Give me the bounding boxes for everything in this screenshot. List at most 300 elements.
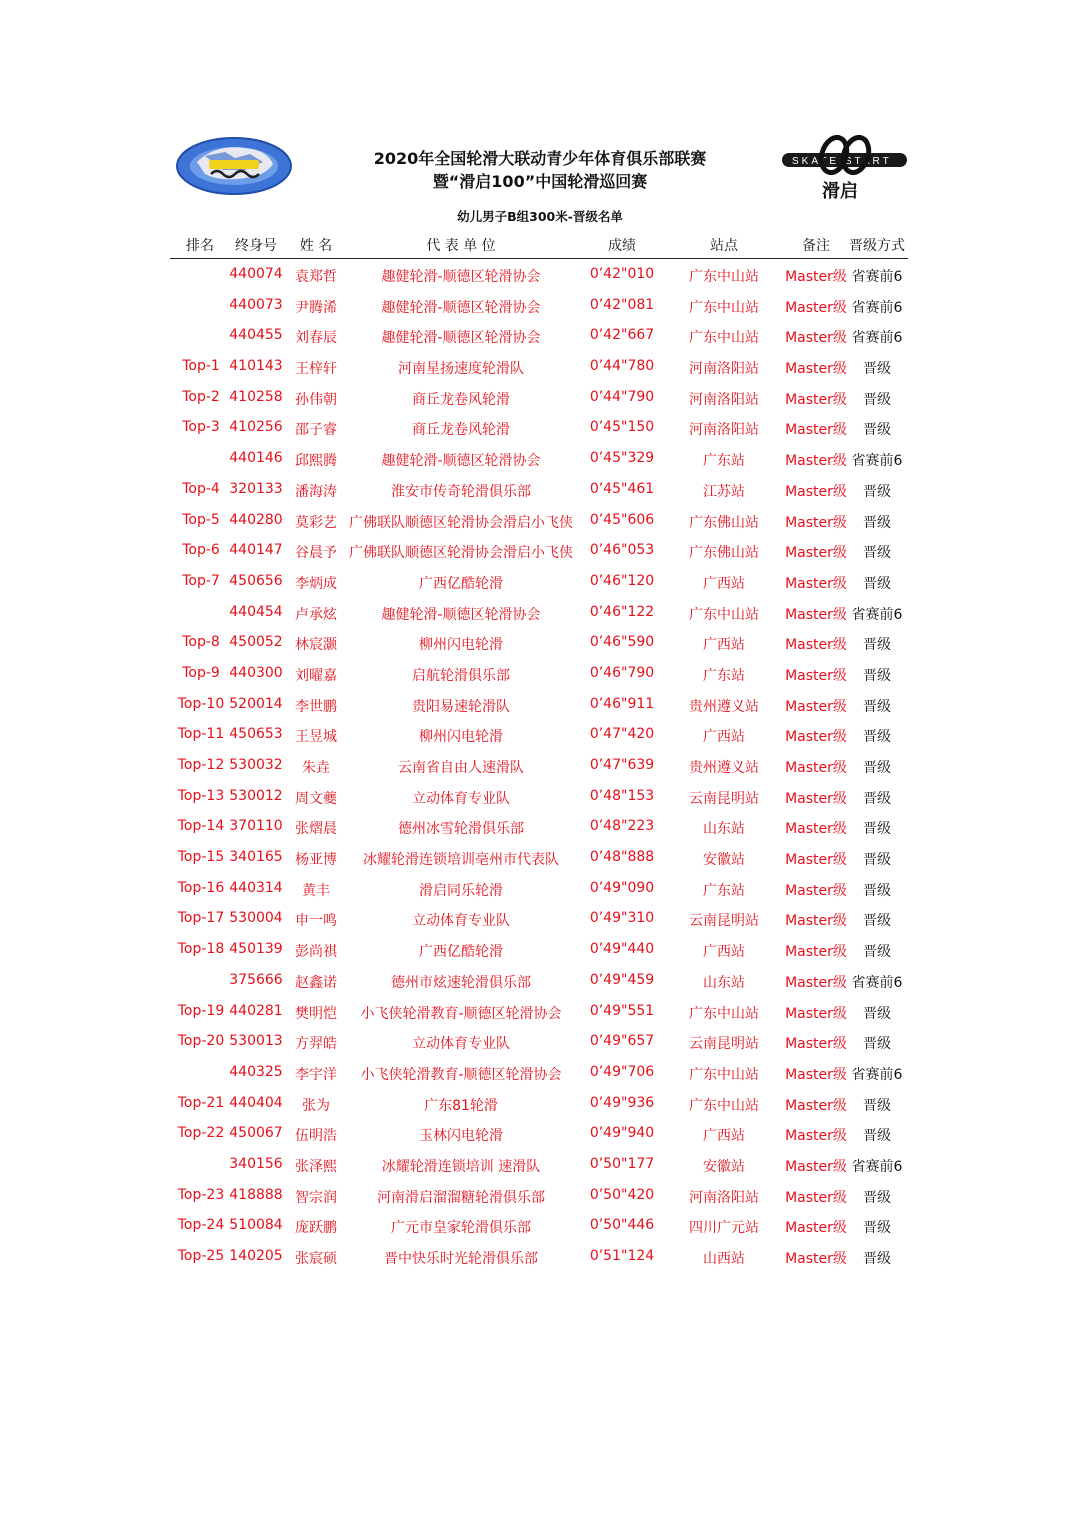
method-cell: 省赛前6 xyxy=(851,1066,903,1083)
association-logo xyxy=(175,136,293,196)
name-cell: 袁郑哲 xyxy=(295,269,337,285)
club-cell: 冰耀轮滑连锁培训亳州市代表队 xyxy=(363,852,559,869)
score-cell: 0’49"940 xyxy=(589,1125,655,1142)
station-cell: 广东佛山站 xyxy=(689,514,759,531)
method-cell: 省赛前6 xyxy=(851,269,903,285)
club-cell: 立动体育专业队 xyxy=(412,913,510,930)
name-cell: 谷晨予 xyxy=(295,545,337,562)
station-cell: 山西站 xyxy=(703,1251,745,1267)
name-cell: 莫彩艺 xyxy=(295,514,337,531)
rank-cell: Top-14 xyxy=(177,818,225,835)
name-cell: 王梓轩 xyxy=(295,361,337,378)
table-row xyxy=(170,353,908,384)
note-cell: Master级 xyxy=(785,575,847,592)
rank-cell: Top-15 xyxy=(177,849,225,866)
score-cell: 0’46"120 xyxy=(589,572,655,589)
table-header xyxy=(170,235,908,257)
method-cell: 晋级 xyxy=(863,1005,891,1022)
method-cell: 晋级 xyxy=(863,514,891,531)
score-cell: 0’46"590 xyxy=(589,634,655,651)
club-cell: 广西亿酷轮滑 xyxy=(419,944,503,961)
station-cell: 山东站 xyxy=(703,974,745,991)
note-cell: Master级 xyxy=(785,1251,847,1267)
method-cell: 晋级 xyxy=(863,545,891,562)
header-score: 成绩 xyxy=(608,238,636,254)
page-title: 2020年全国轮滑大联动青少年体育俱乐部联赛 xyxy=(373,149,707,168)
rank-cell: Top-25 xyxy=(177,1248,225,1264)
name-cell: 邵子睿 xyxy=(295,422,337,439)
name-cell: 刘春辰 xyxy=(295,330,337,347)
name-cell: 李炳成 xyxy=(295,575,337,592)
table-row xyxy=(170,660,908,691)
name-cell: 张熠晨 xyxy=(295,821,337,838)
rank-cell: Top-22 xyxy=(177,1125,225,1142)
table-row xyxy=(170,1243,908,1274)
club-cell: 广佛联队顺德区轮滑协会滑启小飞侠 xyxy=(349,514,573,531)
note-cell: Master级 xyxy=(785,1097,847,1114)
table-row xyxy=(170,476,908,507)
note-cell: Master级 xyxy=(785,729,847,746)
score-cell: 0’45"606 xyxy=(589,511,655,528)
rank-cell: Top-3 xyxy=(182,419,220,436)
station-cell: 云南昆明站 xyxy=(689,790,759,807)
score-cell: 0’46"911 xyxy=(589,695,655,712)
club-cell: 小飞侠轮滑教育-顺德区轮滑协会 xyxy=(360,1005,562,1022)
club-cell: 趣健轮滑-顺德区轮滑协会 xyxy=(381,269,541,285)
name-cell: 伍明浩 xyxy=(295,1128,337,1145)
id-cell: 410143 xyxy=(229,358,283,375)
club-cell: 玉林闪电轮滑 xyxy=(419,1128,503,1145)
station-cell: 广西站 xyxy=(703,729,745,746)
table-row xyxy=(170,1151,908,1182)
club-cell: 德州冰雪轮滑俱乐部 xyxy=(398,821,524,838)
table-row xyxy=(170,844,908,875)
id-cell: 440073 xyxy=(229,296,283,313)
note-cell: Master级 xyxy=(785,391,847,408)
table-row xyxy=(170,537,908,568)
name-cell: 刘曜嘉 xyxy=(295,667,337,684)
table-row xyxy=(170,691,908,722)
table-row xyxy=(170,1212,908,1243)
method-cell: 晋级 xyxy=(863,637,891,654)
id-cell: 530004 xyxy=(229,910,283,927)
score-cell: 0’49"936 xyxy=(589,1094,655,1111)
rank-cell: Top-2 xyxy=(182,388,220,405)
score-cell: 0’48"888 xyxy=(589,849,655,866)
id-cell: 520014 xyxy=(229,695,283,712)
table-row xyxy=(170,1028,908,1059)
rank-cell: Top-21 xyxy=(177,1094,225,1111)
club-cell: 贵阳易速轮滑队 xyxy=(412,698,510,715)
rank-cell: Top-23 xyxy=(177,1186,225,1203)
club-cell: 商丘龙卷风轮滑 xyxy=(412,422,510,439)
method-cell: 晋级 xyxy=(863,790,891,807)
id-cell: 440314 xyxy=(229,879,283,896)
method-cell: 省赛前6 xyxy=(851,453,903,470)
note-cell: Master级 xyxy=(785,637,847,654)
name-cell: 林宸灏 xyxy=(295,637,337,654)
note-cell: Master级 xyxy=(785,1158,847,1175)
table-row xyxy=(170,967,908,998)
score-cell: 0’49"706 xyxy=(589,1063,655,1080)
station-cell: 广东中山站 xyxy=(689,299,759,316)
table-row xyxy=(170,875,908,906)
score-cell: 0’50"446 xyxy=(589,1217,655,1234)
id-cell: 530032 xyxy=(229,757,283,773)
note-cell: Master级 xyxy=(785,667,847,684)
rank-cell: Top-5 xyxy=(182,511,220,528)
station-cell: 贵州遵义站 xyxy=(689,698,759,715)
score-cell: 0’42"081 xyxy=(589,296,655,313)
station-cell: 贵州遵义站 xyxy=(689,760,759,776)
station-cell: 河南洛阳站 xyxy=(689,391,759,408)
method-cell: 省赛前6 xyxy=(851,299,903,316)
club-cell: 广元市皇家轮滑俱乐部 xyxy=(391,1220,531,1237)
rank-cell: Top-11 xyxy=(177,726,225,743)
id-cell: 440074 xyxy=(229,266,283,282)
note-cell: Master级 xyxy=(785,545,847,562)
name-cell: 彭尚祺 xyxy=(295,944,337,961)
id-cell: 375666 xyxy=(229,971,283,988)
table-row xyxy=(170,445,908,476)
station-cell: 广东中山站 xyxy=(689,606,759,623)
rank-cell: Top-17 xyxy=(177,910,225,927)
id-cell: 450052 xyxy=(229,634,283,651)
note-cell: Master级 xyxy=(785,944,847,961)
table-row xyxy=(170,629,908,660)
table-row xyxy=(170,322,908,353)
table-row xyxy=(170,414,908,445)
club-cell: 德州市炫速轮滑俱乐部 xyxy=(391,974,531,991)
name-cell: 卢承炫 xyxy=(295,606,337,623)
table-row xyxy=(170,936,908,967)
table-row xyxy=(170,292,908,323)
id-cell: 530013 xyxy=(229,1033,283,1050)
table-row xyxy=(170,599,908,630)
station-cell: 广东中山站 xyxy=(689,1066,759,1083)
table-row xyxy=(170,1090,908,1121)
method-cell: 晋级 xyxy=(863,1128,891,1145)
club-cell: 广西亿酷轮滑 xyxy=(419,575,503,592)
name-cell: 孙伟朝 xyxy=(295,391,337,408)
header-name: 姓 名 xyxy=(299,238,333,254)
club-cell: 晋中快乐时光轮滑俱乐部 xyxy=(384,1251,538,1267)
club-cell: 广佛联队顺德区轮滑协会滑启小飞侠 xyxy=(349,545,573,562)
score-cell: 0’42"667 xyxy=(589,327,655,344)
table-row xyxy=(170,384,908,415)
method-cell: 晋级 xyxy=(863,667,891,684)
station-cell: 江苏站 xyxy=(703,483,745,500)
id-cell: 370110 xyxy=(229,818,283,835)
method-cell: 晋级 xyxy=(863,391,891,408)
name-cell: 智宗润 xyxy=(295,1189,337,1206)
table-row xyxy=(170,507,908,538)
name-cell: 王昱城 xyxy=(295,729,337,746)
station-cell: 广西站 xyxy=(703,637,745,654)
score-cell: 0’45"461 xyxy=(589,480,655,497)
note-cell: Master级 xyxy=(785,913,847,930)
name-cell: 方羿皓 xyxy=(295,1036,337,1053)
score-cell: 0’46"122 xyxy=(589,603,655,620)
club-cell: 滑启同乐轮滑 xyxy=(419,882,503,899)
club-cell: 商丘龙卷风轮滑 xyxy=(412,391,510,408)
club-cell: 趣健轮滑-顺德区轮滑协会 xyxy=(381,299,541,316)
name-cell: 庞跃鹏 xyxy=(295,1220,337,1237)
station-cell: 四川广元站 xyxy=(689,1220,759,1237)
id-cell: 450656 xyxy=(229,572,283,589)
note-cell: Master级 xyxy=(785,1128,847,1145)
method-cell: 晋级 xyxy=(863,1220,891,1237)
logo-cn-text: 滑启 xyxy=(822,181,858,202)
name-cell: 张为 xyxy=(302,1097,330,1114)
note-cell: Master级 xyxy=(785,1036,847,1053)
method-cell: 省赛前6 xyxy=(851,1158,903,1175)
station-cell: 广东中山站 xyxy=(689,269,759,285)
club-cell: 立动体育专业队 xyxy=(412,1036,510,1053)
name-cell: 黄丰 xyxy=(302,882,330,899)
station-cell: 安徽站 xyxy=(703,852,745,869)
club-cell: 冰耀轮滑连锁培训 速滑队 xyxy=(381,1158,541,1175)
name-cell: 赵鑫诺 xyxy=(295,974,337,991)
method-cell: 晋级 xyxy=(863,1189,891,1206)
note-cell: Master级 xyxy=(785,514,847,531)
rank-cell: Top-13 xyxy=(177,787,225,804)
table-row xyxy=(170,752,908,783)
rank-cell: Top-4 xyxy=(182,480,220,497)
score-cell: 0’46"053 xyxy=(589,542,655,559)
list-subtitle: 幼儿男子B组300米-晋级名单 xyxy=(457,209,623,224)
header-divider xyxy=(170,258,908,259)
station-cell: 山东站 xyxy=(703,821,745,838)
score-cell: 0’45"150 xyxy=(589,419,655,436)
rank-cell: Top-12 xyxy=(177,757,225,773)
id-cell: 320133 xyxy=(229,480,283,497)
note-cell: Master级 xyxy=(785,1220,847,1237)
score-cell: 0’47"420 xyxy=(589,726,655,743)
note-cell: Master级 xyxy=(785,790,847,807)
rank-cell: Top-7 xyxy=(182,572,220,589)
station-cell: 广西站 xyxy=(703,944,745,961)
id-cell: 530012 xyxy=(229,787,283,804)
score-cell: 0’49"657 xyxy=(589,1033,655,1050)
table-row xyxy=(170,1120,908,1151)
page-title-sub: 暨“滑启100”中国轮滑巡回赛 xyxy=(432,172,648,191)
method-cell: 晋级 xyxy=(863,698,891,715)
note-cell: Master级 xyxy=(785,269,847,285)
station-cell: 广东中山站 xyxy=(689,1097,759,1114)
method-cell: 晋级 xyxy=(863,575,891,592)
rank-cell: Top-16 xyxy=(177,879,225,896)
score-cell: 0’50"420 xyxy=(589,1186,655,1203)
score-cell: 0’49"310 xyxy=(589,910,655,927)
club-cell: 河南滑启溜溜糖轮滑俱乐部 xyxy=(377,1189,545,1206)
rank-cell: Top-10 xyxy=(177,695,225,712)
id-cell: 440404 xyxy=(229,1094,283,1111)
rank-cell: Top-18 xyxy=(177,941,225,958)
name-cell: 樊明恺 xyxy=(295,1005,337,1022)
method-cell: 省赛前6 xyxy=(851,974,903,991)
logo-text: SKATE START xyxy=(792,156,892,167)
name-cell: 杨亚博 xyxy=(295,852,337,869)
table-row xyxy=(170,721,908,752)
club-cell: 启航轮滑俱乐部 xyxy=(412,667,510,684)
station-cell: 广西站 xyxy=(703,1128,745,1145)
score-cell: 0’45"329 xyxy=(589,450,655,467)
header-method: 晋级方式 xyxy=(849,238,905,254)
rank-cell: Top-6 xyxy=(182,542,220,559)
score-cell: 0’50"177 xyxy=(589,1155,655,1172)
station-cell: 云南昆明站 xyxy=(689,913,759,930)
score-cell: 0’49"090 xyxy=(589,879,655,896)
table-row xyxy=(170,1182,908,1213)
id-cell: 450653 xyxy=(229,726,283,743)
station-cell: 河南洛阳站 xyxy=(689,1189,759,1206)
id-cell: 440147 xyxy=(229,542,283,559)
station-cell: 广东中山站 xyxy=(689,330,759,347)
score-cell: 0’46"790 xyxy=(589,664,655,681)
table-row xyxy=(170,1059,908,1090)
id-cell: 440146 xyxy=(229,450,283,467)
note-cell: Master级 xyxy=(785,974,847,991)
score-cell: 0’44"790 xyxy=(589,388,655,405)
header-note: 备注 xyxy=(802,238,830,254)
id-cell: 410256 xyxy=(229,419,283,436)
club-cell: 趣健轮滑-顺德区轮滑协会 xyxy=(381,453,541,470)
id-cell: 450139 xyxy=(229,941,283,958)
header-club: 代 表 单 位 xyxy=(426,238,496,254)
header-id: 终身号 xyxy=(235,238,277,254)
id-cell: 450067 xyxy=(229,1125,283,1142)
note-cell: Master级 xyxy=(785,852,847,869)
note-cell: Master级 xyxy=(785,698,847,715)
club-cell: 柳州闪电轮滑 xyxy=(419,729,503,746)
club-cell: 小飞侠轮滑教育-顺德区轮滑协会 xyxy=(360,1066,562,1083)
name-cell: 李世鹏 xyxy=(295,698,337,715)
club-cell: 河南星扬速度轮滑队 xyxy=(398,361,524,378)
method-cell: 晋级 xyxy=(863,852,891,869)
skate-start-logo xyxy=(782,133,907,205)
score-cell: 0’48"223 xyxy=(589,818,655,835)
name-cell: 张泽熙 xyxy=(295,1158,337,1175)
note-cell: Master级 xyxy=(785,882,847,899)
note-cell: Master级 xyxy=(785,821,847,838)
table-row xyxy=(170,998,908,1029)
club-cell: 云南省自由人速滑队 xyxy=(398,760,524,776)
note-cell: Master级 xyxy=(785,760,847,776)
score-cell: 0’49"551 xyxy=(589,1002,655,1019)
header-station: 站点 xyxy=(710,238,738,254)
method-cell: 晋级 xyxy=(863,1097,891,1114)
id-cell: 440455 xyxy=(229,327,283,344)
results-table xyxy=(170,261,908,1274)
id-cell: 440454 xyxy=(229,603,283,620)
id-cell: 440281 xyxy=(229,1002,283,1019)
method-cell: 晋级 xyxy=(863,1036,891,1053)
station-cell: 广东站 xyxy=(703,882,745,899)
score-cell: 0’44"780 xyxy=(589,358,655,375)
id-cell: 440325 xyxy=(229,1063,283,1080)
name-cell: 邱熙腾 xyxy=(295,453,337,470)
id-cell: 440300 xyxy=(229,664,283,681)
score-cell: 0’49"440 xyxy=(589,941,655,958)
rank-cell: Top-8 xyxy=(182,634,220,651)
method-cell: 晋级 xyxy=(863,821,891,838)
id-cell: 418888 xyxy=(229,1186,283,1203)
club-cell: 立动体育专业队 xyxy=(412,790,510,807)
name-cell: 朱垚 xyxy=(302,760,330,776)
name-cell: 尹腾浠 xyxy=(295,299,337,316)
table-row xyxy=(170,783,908,814)
id-cell: 340156 xyxy=(229,1155,283,1172)
score-cell: 0’42"010 xyxy=(589,266,655,282)
station-cell: 广东佛山站 xyxy=(689,545,759,562)
rank-cell: Top-24 xyxy=(177,1217,225,1234)
station-cell: 广东站 xyxy=(703,453,745,470)
score-cell: 0’51"124 xyxy=(589,1248,655,1264)
note-cell: Master级 xyxy=(785,1189,847,1206)
note-cell: Master级 xyxy=(785,330,847,347)
method-cell: 晋级 xyxy=(863,1251,891,1267)
name-cell: 周文夔 xyxy=(295,790,337,807)
id-cell: 440280 xyxy=(229,511,283,528)
table-row xyxy=(170,261,908,292)
score-cell: 0’47"639 xyxy=(589,757,655,773)
note-cell: Master级 xyxy=(785,453,847,470)
note-cell: Master级 xyxy=(785,606,847,623)
note-cell: Master级 xyxy=(785,1005,847,1022)
method-cell: 晋级 xyxy=(863,483,891,500)
club-cell: 淮安市传奇轮滑俱乐部 xyxy=(391,483,531,500)
name-cell: 申一鸣 xyxy=(295,913,337,930)
score-cell: 0’48"153 xyxy=(589,787,655,804)
id-cell: 510084 xyxy=(229,1217,283,1234)
method-cell: 晋级 xyxy=(863,882,891,899)
score-cell: 0’49"459 xyxy=(589,971,655,988)
club-cell: 柳州闪电轮滑 xyxy=(419,637,503,654)
method-cell: 晋级 xyxy=(863,422,891,439)
method-cell: 晋级 xyxy=(863,944,891,961)
id-cell: 340165 xyxy=(229,849,283,866)
station-cell: 云南昆明站 xyxy=(689,1036,759,1053)
station-cell: 广东中山站 xyxy=(689,1005,759,1022)
station-cell: 安徽站 xyxy=(703,1158,745,1175)
id-cell: 140205 xyxy=(229,1248,283,1264)
club-cell: 趣健轮滑-顺德区轮滑协会 xyxy=(381,330,541,347)
rank-cell: Top-19 xyxy=(177,1002,225,1019)
table-row xyxy=(170,813,908,844)
method-cell: 晋级 xyxy=(863,729,891,746)
method-cell: 省赛前6 xyxy=(851,606,903,623)
method-cell: 省赛前6 xyxy=(851,330,903,347)
note-cell: Master级 xyxy=(785,422,847,439)
note-cell: Master级 xyxy=(785,483,847,500)
header-rank: 排名 xyxy=(186,238,214,254)
note-cell: Master级 xyxy=(785,361,847,378)
rank-cell: Top-1 xyxy=(182,358,220,375)
name-cell: 李宇洋 xyxy=(295,1066,337,1083)
club-cell: 广东81轮滑 xyxy=(424,1097,498,1114)
station-cell: 广西站 xyxy=(703,575,745,592)
table-row xyxy=(170,568,908,599)
name-cell: 张宸硕 xyxy=(295,1251,337,1267)
method-cell: 晋级 xyxy=(863,913,891,930)
name-cell: 潘海涛 xyxy=(295,483,337,500)
station-cell: 广东站 xyxy=(703,667,745,684)
station-cell: 河南洛阳站 xyxy=(689,361,759,378)
method-cell: 晋级 xyxy=(863,760,891,776)
note-cell: Master级 xyxy=(785,1066,847,1083)
note-cell: Master级 xyxy=(785,299,847,316)
